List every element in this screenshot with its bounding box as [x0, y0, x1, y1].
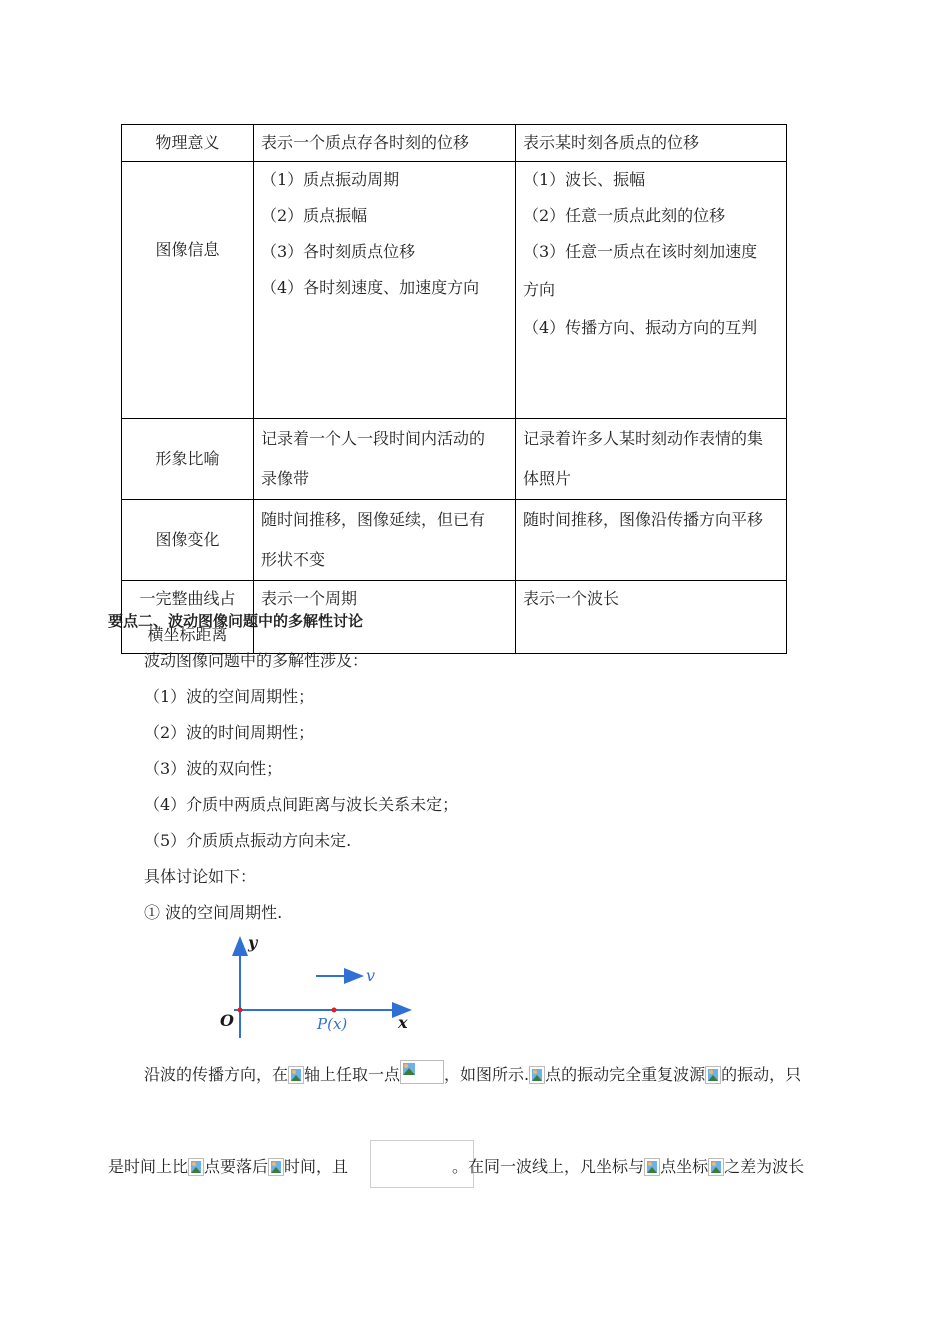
text-run: 轴上任取一点: [304, 1065, 401, 1084]
cell-text: 记录着许多人某时刻动作表情的集: [523, 429, 764, 448]
formula-image-icon: [188, 1158, 204, 1176]
p-point: [332, 1008, 337, 1013]
text-run: 点的振动完全重复波源: [545, 1065, 706, 1084]
formula-image-icon: [708, 1158, 724, 1176]
discussion-text: 具体讨论如下：: [144, 867, 257, 886]
wave-cell: [516, 500, 787, 581]
wave-cell: [516, 419, 787, 500]
cell-text: 表示一个波长: [523, 589, 620, 608]
cell-text: 横坐标距离: [147, 625, 228, 644]
formula-image-icon: [705, 1066, 721, 1084]
list-item: （3）波的双向性；: [144, 759, 283, 778]
formula-image-icon: [644, 1158, 660, 1176]
cell-text: 随时间推移，图像沿传播方向平移: [523, 510, 764, 529]
cell-text: 录像带: [261, 469, 310, 488]
text-run: 的振动，只: [721, 1065, 802, 1084]
cell-text: （2）任意一质点此刻的位移: [523, 206, 726, 225]
text-run: 点坐标: [660, 1157, 709, 1176]
list-item: （1）波的空间周期性；: [144, 687, 315, 706]
wave-cell: [516, 581, 787, 654]
text-run: 是时间上比: [108, 1157, 189, 1176]
text-run: 沿波的传播方向，在: [144, 1065, 289, 1084]
table-row: [122, 500, 787, 581]
row-label: 图像信息: [122, 162, 254, 419]
cell-text: （4）传播方向、振动方向的互判: [523, 318, 758, 337]
cell-text: 表示一个周期: [261, 589, 358, 608]
cell-text: 表示某时刻各质点的位移: [523, 133, 700, 152]
text-run: 。在同一波线上，凡坐标与: [452, 1157, 645, 1176]
vibration-cell: [254, 500, 516, 581]
cell-text: 表示一个质点存各时刻的位移: [261, 133, 470, 152]
subpoint-text: ① 波的空间周期性.: [144, 903, 283, 922]
paragraph-line: [144, 1060, 801, 1085]
cell-text: 记录着一个人一段时间内活动的: [261, 429, 486, 448]
cell-text: （1）质点振动周期: [261, 170, 400, 189]
formula-image-icon: [288, 1066, 304, 1084]
velocity-label: v: [366, 966, 376, 985]
p-point-label: P(x): [317, 1015, 348, 1033]
vibration-cell: [254, 419, 516, 500]
y-axis-label: y: [248, 933, 258, 952]
cell-text: （3）任意一质点在该时刻加速度: [523, 242, 758, 261]
cell-text: 体照片: [523, 469, 572, 488]
intro-text: 波动图像问题中的多解性涉及：: [144, 651, 369, 670]
cell-text: 方向: [523, 280, 556, 299]
cell-text: （1）波长、振幅: [523, 170, 646, 189]
wave-cell: [516, 162, 787, 419]
formula-image-icon: [529, 1066, 545, 1084]
text-run: 时间，且: [284, 1157, 349, 1176]
cell-text: 随时间推移，图像延续，但已有: [261, 510, 486, 529]
section-heading: 要点二、波动图像问题中的多解性讨论: [108, 612, 364, 630]
row-label: 图像变化: [122, 500, 254, 581]
vibration-cell: [254, 162, 516, 419]
list-item: （2）波的时间周期性；: [144, 723, 315, 742]
formula-image-icon: [400, 1060, 444, 1084]
vibration-cell: [254, 125, 516, 162]
table-row: [122, 125, 787, 162]
origin-point: [238, 1008, 243, 1013]
x-axis-label: x: [398, 1013, 408, 1032]
cell-text: （3）各时刻质点位移: [261, 242, 416, 261]
list-item: （5）介质质点振动方向未定.: [144, 831, 352, 850]
row-label: 形象比喻: [122, 419, 254, 500]
comparison-table: [121, 124, 787, 654]
cell-text: 一完整曲线占: [139, 589, 236, 608]
text-run: 点要落后: [204, 1157, 269, 1176]
cell-text: （2）质点振幅: [261, 206, 368, 225]
wave-propagation-figure: [216, 930, 416, 1038]
table-row: [122, 162, 787, 419]
list-item: （4）介质中两质点间距离与波长关系未定；: [144, 795, 459, 814]
text-run: ，如图所示.: [444, 1065, 530, 1084]
table-row: [122, 419, 787, 500]
formula-image-icon: [268, 1158, 284, 1176]
cell-text: 形状不变: [261, 550, 326, 569]
paragraph-line: [108, 1154, 804, 1177]
row-label: 物理意义: [122, 125, 254, 162]
text-run: 之差为波长: [724, 1157, 805, 1176]
cell-text: （4）各时刻速度、加速度方向: [261, 278, 480, 297]
origin-label: O: [220, 1011, 234, 1030]
wave-cell: [516, 125, 787, 162]
